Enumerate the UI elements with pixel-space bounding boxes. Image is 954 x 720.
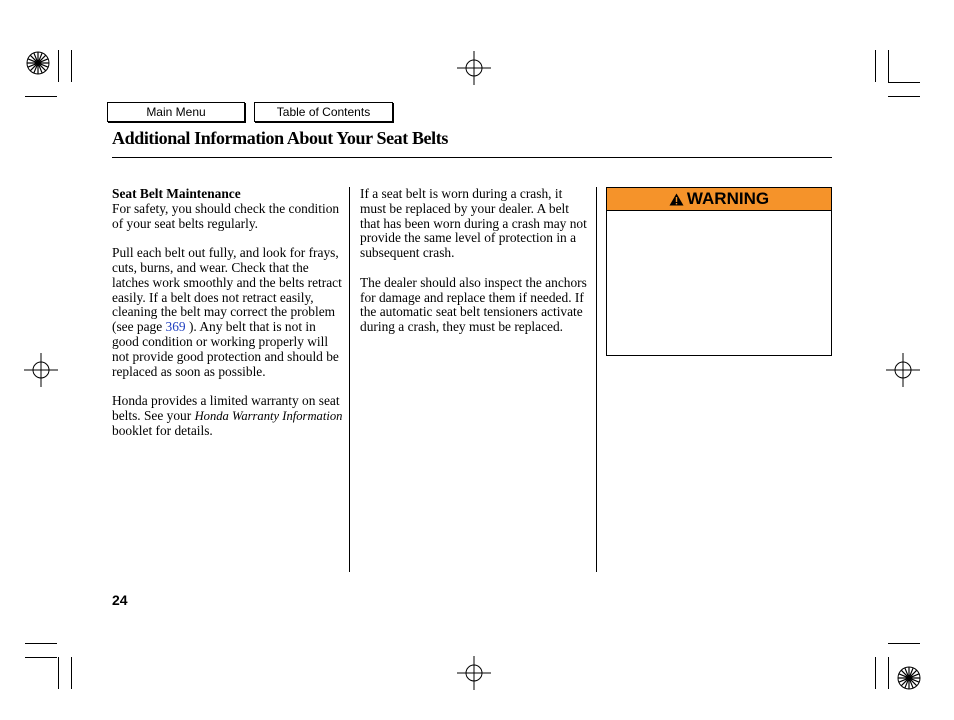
registration-sunburst-icon	[896, 665, 922, 691]
paragraph-text: ). Any belt that is not in good condition or working properly will not provide good protection and should be replaced as soon as possible.	[112, 319, 339, 379]
section-heading: Seat Belt Maintenance	[112, 186, 241, 201]
warning-triangle-icon	[669, 193, 684, 206]
paragraph-dealer-inspect: The dealer should also inspect the anchors for damage and replace them if needed. If the automatic seat belt tensioners activate during a crash, they must be replaced.	[360, 274, 587, 335]
warranty-booklet-title: Honda Warranty Information	[194, 408, 343, 423]
paragraph-warranty	[112, 394, 344, 438]
registration-crosshair-icon	[24, 353, 58, 387]
main-menu-button[interactable]: Main Menu	[107, 102, 245, 122]
column-divider	[596, 187, 597, 572]
warning-header	[607, 188, 831, 211]
paragraph-replace-after-crash: If a seat belt is worn during a crash, it must be replaced by your dealer. A belt that has been worn during a crash may not provide the same level of protection in a subsequent crash.	[360, 186, 587, 261]
paragraph-inspect-belts	[112, 246, 344, 379]
title-rule	[112, 157, 832, 158]
paragraph-check-belts: For safety, you should check the condition of your seat belts regularly.	[112, 200, 340, 231]
registration-crosshair-icon	[457, 51, 491, 85]
column-divider	[349, 187, 350, 572]
column-replacement	[360, 187, 590, 335]
page-369-link[interactable]: 369	[165, 319, 186, 335]
page-title: Additional Information About Your Seat Belts	[112, 128, 448, 148]
warning-label: WARNING	[686, 189, 770, 208]
paragraph-text: Pull each belt out fully, and look for frays, cuts, burns, and wear. Check that the latches work smoothly and the belts retract easily. If a belt does not retract easily, cleaning the belt may correct the problem (see page	[112, 245, 342, 335]
registration-crosshair-icon	[457, 656, 491, 690]
paragraph-text: booklet for details.	[112, 422, 213, 438]
table-of-contents-button[interactable]: Table of Contents	[254, 102, 393, 122]
registration-sunburst-icon	[25, 50, 51, 76]
registration-crosshair-icon	[886, 353, 920, 387]
paragraph-text: Honda provides a limited warranty on seat belts. See your	[112, 393, 340, 423]
warning-box	[606, 187, 832, 356]
column-maintenance	[112, 187, 344, 439]
page-number: 24	[112, 592, 128, 608]
